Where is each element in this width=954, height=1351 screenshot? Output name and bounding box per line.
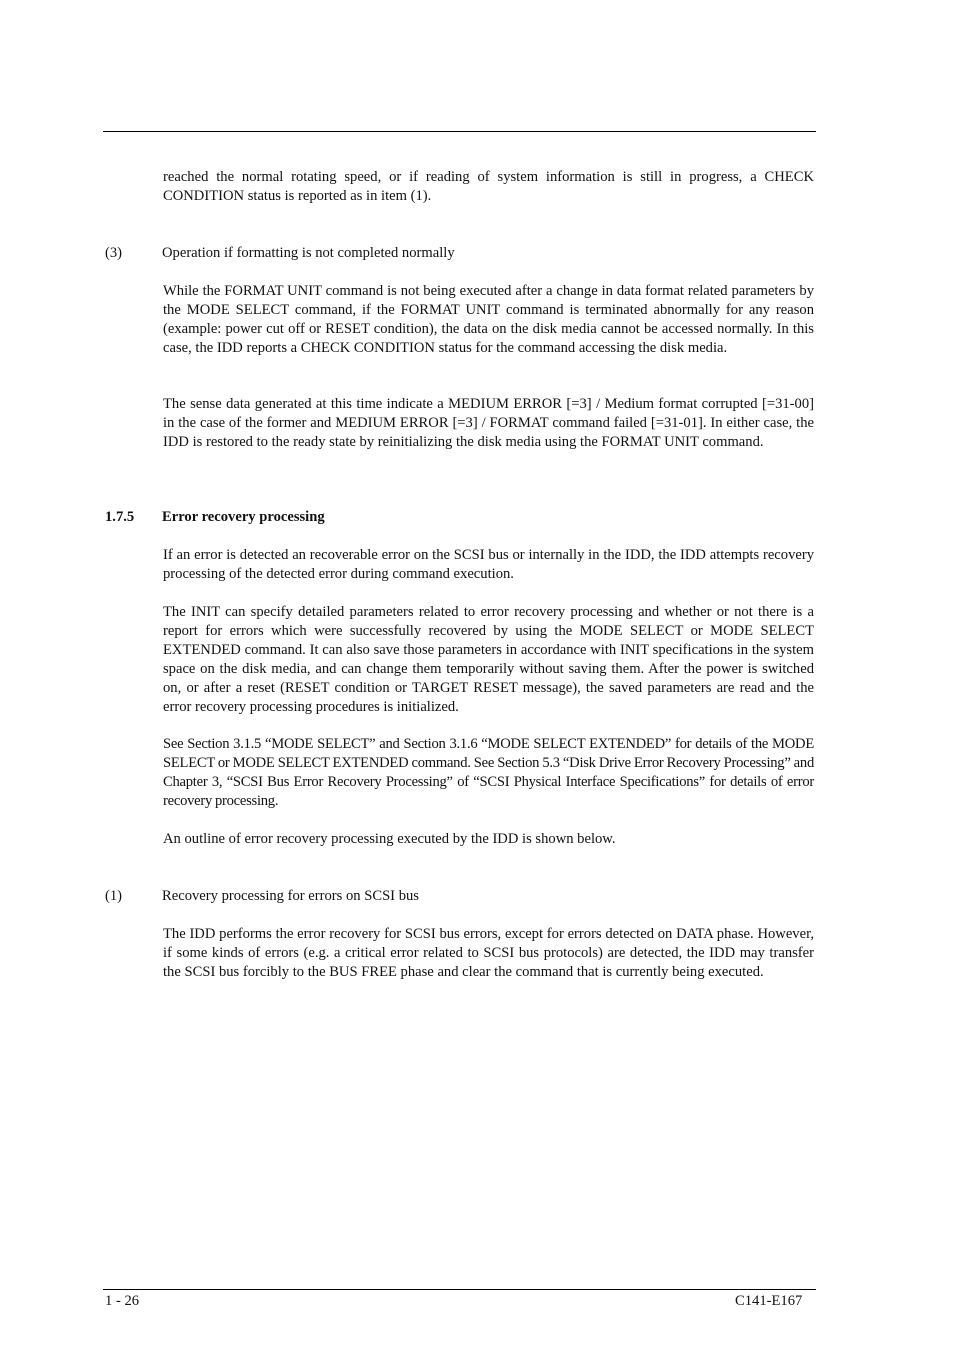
section-1-7-5-paragraph-3: See Section 3.1.5 “MODE SELECT” and Section 3.1.6 “MODE SELECT EXTENDED” for details of the MODE SELECT or MODE SELECT EXTENDED command. See Section 5.3 “Disk Drive Error Recovery Processing” and Chapter 3, “SCSI Bus Error Recovery Processing” of “SCSI Physical Interface Specifications” for details of error recovery processing. [163,736,814,809]
footer-rule [103,1289,816,1290]
section-1-7-5-paragraph-2: The INIT can specify detailed parameters related to error recovery processing and whether or not there is a report for errors which were successfully recovered by using the MODE SELECT or MODE SELECT EXTENDED command. It can also save those parameters in accordance with INIT specifications in the system space on the disk media, and can change them temporarily without saving them. After the power is switched on, or after a reset (RESET condition or TARGET RESET message), the saved parameters are read and the error recovery processing procedures is initialized. [163,604,814,715]
item-1-heading [105,887,419,906]
item-3-number: (3) [105,245,123,261]
item-3-title: Operation if formatting is not completed normally [162,245,455,261]
section-1-7-5-paragraph-1: If an error is detected an recoverable error on the SCSI bus or internally in the IDD, the IDD attempts recovery processing of the detected error during command execution. [163,547,814,582]
section-1-7-5-number: 1.7.5 [105,509,135,525]
header-rule [103,131,816,132]
item-1-number: (1) [105,888,123,904]
section-1-7-5-title: Error recovery processing [162,509,325,525]
section-1-7-5-heading [105,508,325,527]
item-3-paragraph-1: While the FORMAT UNIT command is not being executed after a change in data format related parameters by the MODE SELECT command, if the FORMAT UNIT command is terminated abnormally for any reason (example: power cut off or RESET condition), the data on the disk media cannot be accessed normally. In this case, the IDD reports a CHECK CONDITION status for the command accessing the disk media. [163,283,814,356]
footer-page-number: 1 - 26 [105,1293,140,1309]
section-1-7-5-paragraph-4: An outline of error recovery processing executed by the IDD is shown below. [163,831,616,847]
item-1-paragraph-1: The IDD performs the error recovery for SCSI bus errors, except for errors detected on DATA phase. However, if some kinds of errors (e.g. a critical error related to SCSI bus protocols) are detected, the IDD may transfer the SCSI bus forcibly to the BUS FREE phase and clear the command that is currently being executed. [163,926,814,980]
item-1-title: Recovery processing for errors on SCSI bus [162,888,419,904]
item-3-heading [105,244,455,263]
paragraph-continuation: reached the normal rotating speed, or if reading of system information is still in progress, a CHECK CONDITION status is reported as in item (1). [163,169,814,204]
footer-document-code: C141-E167 [735,1293,803,1309]
item-3-paragraph-2: The sense data generated at this time indicate a MEDIUM ERROR [=3] / Medium format corrupted [=31-00] in the case of the former and MEDIUM ERROR [=3] / FORMAT command failed [=31-01]. In either case, the IDD is restored to the ready state by reinitializing the disk media using the FORMAT UNIT command. [163,396,814,450]
